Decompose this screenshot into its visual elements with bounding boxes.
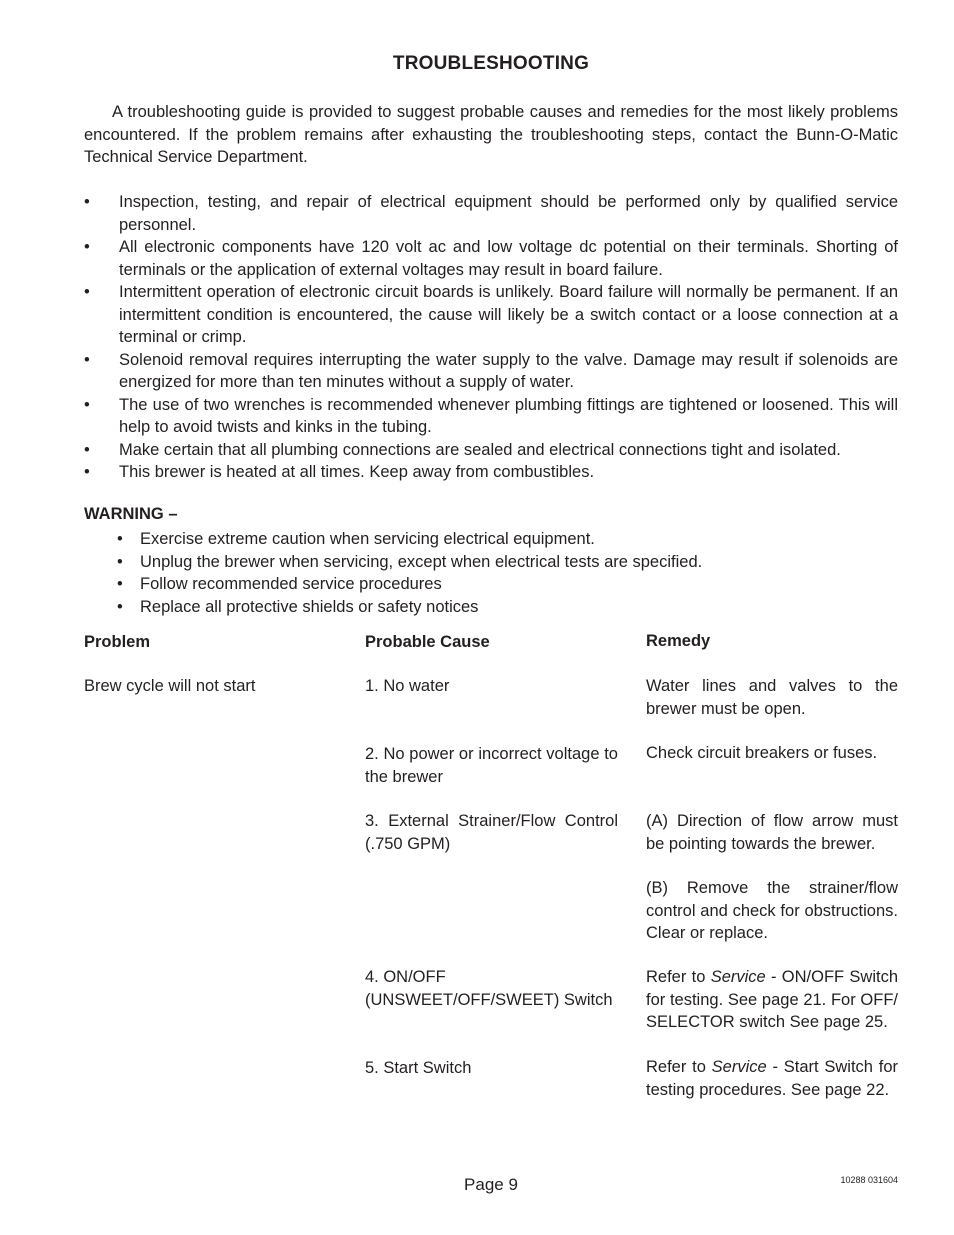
remedy-cell: Refer to Service - ON/OFF Switch for testing. See page 21. For OFF/ SELECTOR switch See page 25.: [646, 968, 898, 1031]
intro-paragraph: A troubleshooting guide is provided to suggest probable causes and remedies for the most likely problems encountered. If the problem remains after exhausting the troubleshooting steps, contact the Bunn-O-Matic Technical Service Department.: [84, 103, 898, 166]
service-emphasis: Service: [710, 968, 766, 986]
bullet: •: [84, 440, 90, 459]
header-remedy: Remedy: [646, 632, 711, 650]
precautions-list: [84, 191, 898, 484]
cause-cell: 2. No power or incorrect voltage to the brewer: [365, 745, 618, 786]
bullet: •: [84, 350, 90, 369]
remedy-cell: (B) Remove the strainer/flow control and check for obstructions. Clear or replace.: [646, 879, 898, 942]
bullet: •: [84, 283, 90, 301]
page-number: Page 9: [464, 1175, 518, 1194]
bullet: •: [117, 597, 123, 616]
bullet: •: [84, 238, 90, 256]
list-item: • Intermittent operation of electronic circuit boards is unlikely. Board failure will normally be permanent. If an intermittent condition is encountered, the cause will likely be a switch contact or a loose connection at a terminal or crimp.: [84, 283, 898, 346]
page-title: TROUBLESHOOTING: [392, 53, 590, 74]
cause-cell: 1. No water: [365, 677, 450, 695]
list-item: • Exercise extreme caution when servicing electrical equipment.: [117, 528, 877, 551]
list-item: • Unplug the brewer when servicing, except when electrical tests are specified.: [117, 551, 877, 574]
cause-cell: 5. Start Switch: [365, 1059, 472, 1077]
list-item: • Inspection, testing, and repair of electrical equipment should be performed only by qualified service personnel.: [84, 193, 898, 234]
bullet: •: [117, 552, 123, 571]
cause-cell: 3. External Strainer/Flow Control (.750 GPM): [365, 812, 618, 853]
bullet: •: [84, 395, 90, 414]
service-emphasis: Service: [711, 1058, 767, 1076]
bullet: •: [84, 463, 90, 481]
document-page: [84, 0, 898, 1235]
bullet: •: [117, 575, 123, 593]
remedy-cell: Check circuit breakers or fuses.: [646, 744, 878, 762]
list-item: • Solenoid removal requires interrupting the water supply to the valve. Damage may result if solenoids are energized for more than ten minutes without a supply of water.: [84, 350, 898, 391]
list-item: • All electronic components have 120 volt ac and low voltage dc potential on their terminals. Shorting of terminals or the application of external voltages may result in board failure.: [84, 238, 898, 279]
bullet: •: [117, 530, 123, 548]
cause-cell: 4. ON/OFF (UNSWEET/OFF/SWEET) Switch: [365, 968, 613, 1009]
bullet: •: [84, 193, 90, 211]
problem-cell: Brew cycle will not start: [84, 677, 256, 695]
warning-heading: WARNING –: [84, 505, 178, 523]
header-probable-cause: Probable Cause: [365, 633, 490, 651]
list-item: • Make certain that all plumbing connections are sealed and electrical connections tight and isolated.: [84, 439, 898, 462]
header-problem: Problem: [84, 633, 151, 651]
remedy-cell: Refer to Service - Start Switch for testing procedures. See page 22.: [646, 1058, 899, 1099]
warning-list: [117, 528, 877, 618]
list-item: • Replace all protective shields or safety notices: [117, 596, 877, 619]
document-code: 10288 031604: [840, 1175, 898, 1185]
remedy-cell: (A) Direction of flow arrow must be pointing towards the brewer.: [646, 812, 898, 853]
list-item: • The use of two wrenches is recommended whenever plumbing fittings are tightened or loosened. This will help to avoid twists and kinks in the tubing.: [84, 395, 898, 436]
list-item: • This brewer is heated at all times. Keep away from combustibles.: [84, 461, 898, 484]
list-item: • Follow recommended service procedures: [117, 573, 877, 596]
remedy-cell: Water lines and valves to the brewer must be open.: [646, 677, 898, 718]
